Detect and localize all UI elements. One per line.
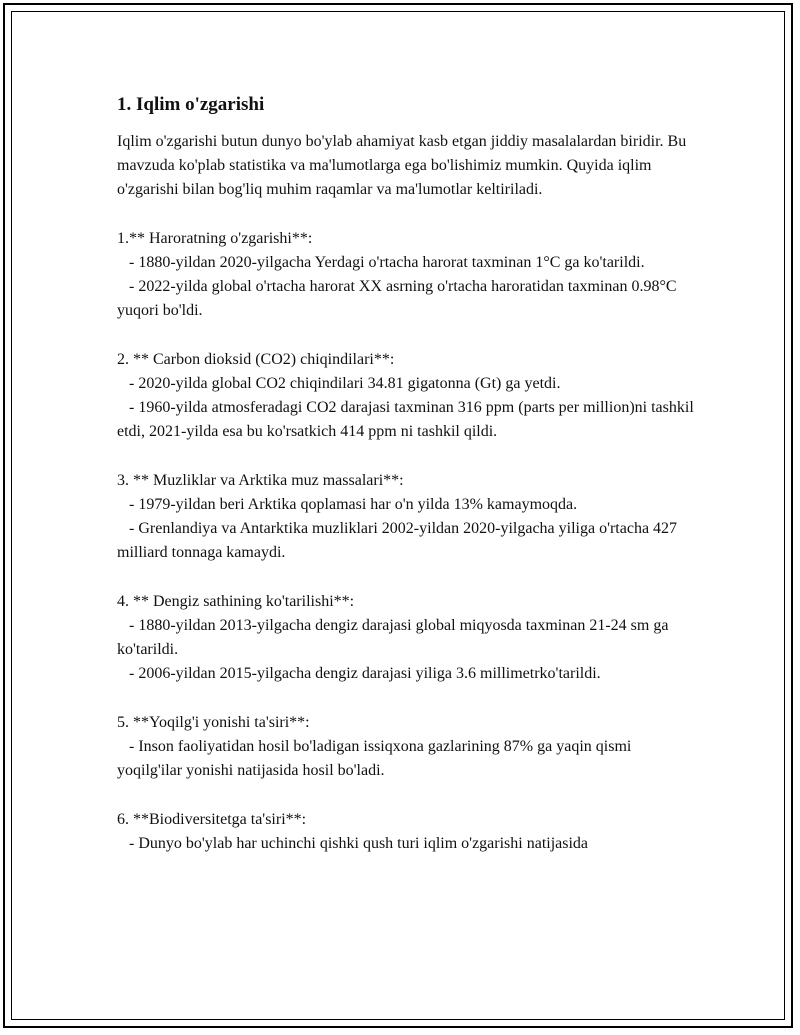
section-sea-level (117, 590, 697, 687)
section-item: - 2022-yilda global o'rtacha harorat XX asrning o'rtacha haroratidan taxminan 0.98°C yuqori bo'ldi. (117, 278, 681, 320)
intro-paragraph: Iqlim o'zgarishi butun dunyo bo'ylab ahamiyat kasb etgan jiddiy masalalardan biridir. Bu mavzuda ko'plab statistika va ma'lumotlarga ega bo'lishimiz mumkin. Quyida iqlim o'zgarishi bilan bog'liq muhim raqamlar va ma'lumotlar keltiriladi. (117, 133, 687, 199)
section-biodiversity (117, 808, 697, 856)
section-co2 (117, 348, 697, 445)
section-heading: 4. ** Dengiz sathining ko'tarilishi**: (117, 592, 355, 610)
section-item: - 1960-yilda atmosferadagi CO2 darajasi taxminan 316 ppm (parts per million)ni tashkil etdi, 2021-yilda esa bu ko'rsatkich 414 ppm ni tashkil qildi. (117, 399, 698, 441)
section-item: - 2020-yilda global CO2 chiqindilari 34.81 gigatonna (Gt) ga yetdi. (117, 375, 561, 392)
section-temperature (117, 227, 697, 324)
section-fuel (117, 711, 697, 784)
section-heading: 2. ** Carbon dioksid (CO2) chiqindilari**: (117, 350, 395, 368)
document-body (117, 92, 697, 856)
section-item: - 1880-yildan 2013-yilgacha dengiz darajasi global miqyosda taxminan 21-24 sm ga ko'tarildi. (117, 617, 673, 659)
section-item: - Dunyo bo'ylab har uchinchi qishki qush turi iqlim o'zgarishi natijasida (117, 834, 589, 852)
section-item: - Grenlandiya va Antarktika muzliklari 2002-yildan 2020-yilgacha yiliga o'rtacha 427 milliard tonnaga kamaydi. (117, 520, 682, 562)
section-heading: 5. **Yoqilg'i yonishi ta'siri**: (117, 713, 310, 731)
section-item: - 2006-yildan 2015-yilgacha dengiz darajasi yiliga 3.6 millimetrko'tarildi. (117, 665, 601, 683)
document-title: 1. Iqlim o'zgarishi (117, 94, 265, 115)
section-heading: 1.** Haroratning o'zgarishi**: (117, 229, 313, 247)
section-item: - Inson faoliyatidan hosil bo'ladigan issiqxona gazlarining 87% ga yaqin qismi yoqilg'ilar yonishi natijasida hosil bo'ladi. (117, 738, 636, 780)
section-item: - 1880-yildan 2020-yilgacha Yerdagi o'rtacha harorat taxminan 1°C ga ko'tarildi. (117, 254, 645, 271)
section-item: - 1979-yildan beri Arktika qoplamasi har o'n yilda 13% kamaymoqda. (117, 496, 578, 513)
section-heading: 3. ** Muzliklar va Arktika muz massalari**: (117, 471, 404, 489)
section-glaciers (117, 469, 697, 566)
section-heading: 6. **Biodiversitetga ta'siri**: (117, 810, 307, 828)
